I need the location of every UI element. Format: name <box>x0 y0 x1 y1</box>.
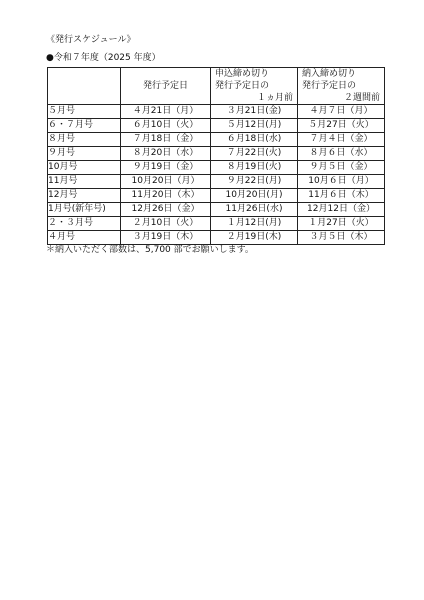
delivery-deadline-cell: ８月６日（水） <box>298 147 385 161</box>
application-deadline-cell: 11月26日(水) <box>211 203 298 217</box>
header-delivery-deadline <box>298 68 385 105</box>
publish-date-cell: ４月21日（月） <box>121 105 211 119</box>
delivery-deadline-cell: ７月４日（金） <box>298 133 385 147</box>
application-deadline-cell: ７月22日(火) <box>211 147 298 161</box>
issue-cell: ５月号 <box>48 105 121 119</box>
page-title: 《発行スケジュール》 <box>46 35 136 45</box>
header-issue <box>48 68 121 105</box>
application-deadline-cell: １月12日(月) <box>211 217 298 231</box>
publish-date-cell: 10月20日（月） <box>121 175 211 189</box>
delivery-deadline-cell: ９月５日（金） <box>298 161 385 175</box>
header-publish-date: 発行予定日 <box>121 68 211 105</box>
publish-date-cell: 11月20日（木） <box>121 189 211 203</box>
table-row <box>48 217 385 231</box>
delivery-deadline-cell: 12月12日（金） <box>298 203 385 217</box>
table-row <box>48 147 385 161</box>
application-deadline-cell: ５月12日(月) <box>211 119 298 133</box>
table-row <box>48 105 385 119</box>
publish-date-cell: ３月19日（木） <box>121 231 211 245</box>
issue-cell: ６・７月号 <box>48 119 121 133</box>
delivery-deadline-cell: ４月７日（月） <box>298 105 385 119</box>
delivery-deadline-cell: 11月６日（木） <box>298 189 385 203</box>
delivery-deadline-cell: １月27日（火） <box>298 217 385 231</box>
table-header-row <box>48 68 385 105</box>
issue-cell: 11月号 <box>48 175 121 189</box>
header-application-line-3: １ヵ月前 <box>256 93 293 103</box>
header-application-deadline <box>211 68 298 105</box>
issue-cell: ２・３月号 <box>48 217 121 231</box>
delivery-deadline-cell: ３月５日（木） <box>298 231 385 245</box>
table-row <box>48 133 385 147</box>
application-deadline-cell: ８月19日(火) <box>211 161 298 175</box>
publish-date-cell: ８月20日（水） <box>121 147 211 161</box>
publish-date-cell: ２月10日（火） <box>121 217 211 231</box>
application-deadline-cell: ９月22日(月) <box>211 175 298 189</box>
publish-date-cell: ６月10日（火） <box>121 119 211 133</box>
header-delivery-line-2: 発行予定日の <box>302 81 357 91</box>
footnote: ＊納入いただく部数は、5,700 部でお願いします。 <box>46 245 254 255</box>
issue-cell: ４月号 <box>48 231 121 245</box>
issue-cell: ８月号 <box>48 133 121 147</box>
delivery-deadline-cell: ５月27日（火） <box>298 119 385 133</box>
table-row <box>48 119 385 133</box>
table-row <box>48 231 385 245</box>
issue-cell: 10月号 <box>48 161 121 175</box>
header-delivery-line-1: 納入締め切り <box>302 69 357 79</box>
issue-cell: 1月号(新年号) <box>48 203 121 217</box>
application-deadline-cell: ６月18日(水) <box>211 133 298 147</box>
delivery-deadline-cell: 10月６日（月） <box>298 175 385 189</box>
issue-cell: ９月号 <box>48 147 121 161</box>
publish-date-cell: ７月18日（金） <box>121 133 211 147</box>
header-application-line-2: 発行予定日の <box>215 81 270 91</box>
application-deadline-cell: ３月21日(金) <box>211 105 298 119</box>
publish-date-cell: 12月26日（金） <box>121 203 211 217</box>
publish-date-cell: ９月19日（金） <box>121 161 211 175</box>
fiscal-year-heading: ●令和７年度（2025 年度） <box>46 53 161 63</box>
application-deadline-cell: 10月20日(月) <box>211 189 298 203</box>
application-deadline-cell: ２月19日(木) <box>211 231 298 245</box>
schedule-table <box>47 67 385 245</box>
table-row <box>48 203 385 217</box>
header-application-line-1: 申込締め切り <box>215 69 270 79</box>
table-row <box>48 161 385 175</box>
issue-cell: 12月号 <box>48 189 121 203</box>
header-delivery-line-3: ２週間前 <box>343 93 380 103</box>
table-row <box>48 175 385 189</box>
table-row <box>48 189 385 203</box>
